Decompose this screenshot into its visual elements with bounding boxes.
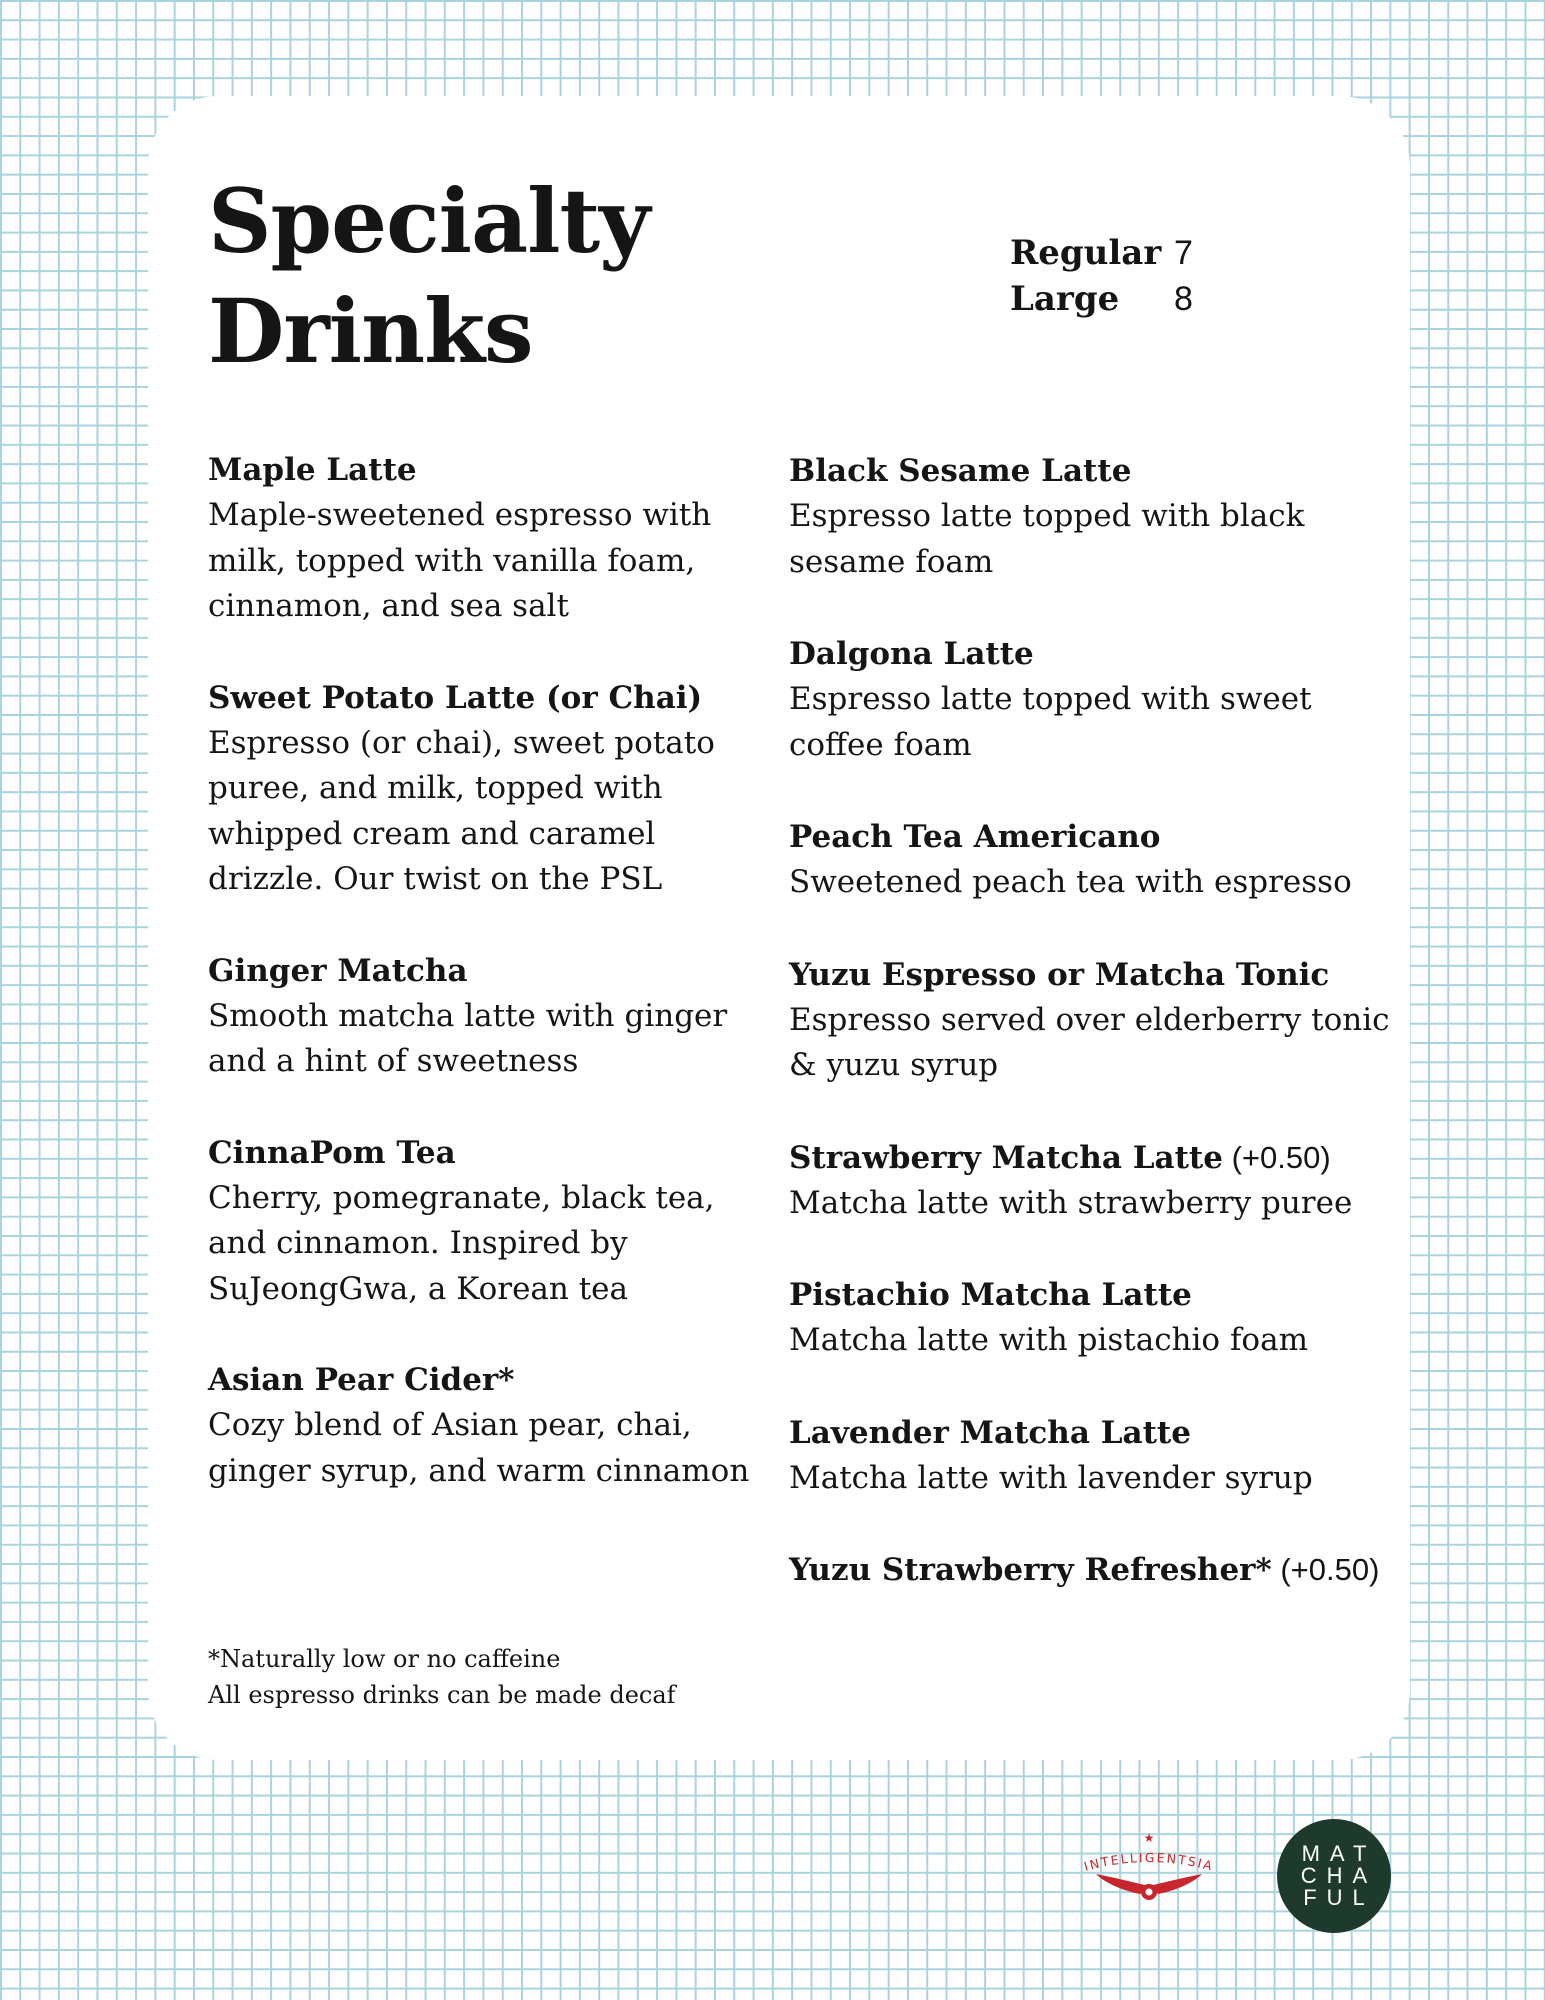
item-name-line [789, 1410, 1399, 1456]
menu-item [789, 1135, 1399, 1227]
item-name: Strawberry Matcha Latte [789, 1139, 1223, 1176]
menu-title [208, 166, 649, 386]
item-description: Espresso served over elderberry tonic & yuzu syrup [789, 1001, 1390, 1083]
item-name-line [789, 1547, 1399, 1593]
size-name: Regular [1010, 233, 1162, 273]
footnote-decaf: All espresso drinks can be made decaf [208, 1681, 676, 1709]
size-price: 7 [1174, 234, 1193, 272]
matchaful-logo-line: FUL [1303, 1885, 1375, 1910]
matchaful-logo-line: CHA [1300, 1863, 1378, 1888]
item-name-line [789, 448, 1399, 494]
matchaful-logo-line: MAT [1301, 1841, 1377, 1866]
right-menu-column [789, 448, 1399, 1639]
star-icon: ★ [1143, 1831, 1155, 1845]
winged-emblem-icon [1096, 1874, 1202, 1900]
item-description: Espresso (or chai), sweet potato puree, and milk, topped with whipped cream and caramel drizzle. Our twist on the PSL [208, 724, 715, 897]
size-row [1010, 276, 1193, 322]
item-description: Cherry, pomegranate, black tea, and cinnamon. Inspired by SuJeongGwa, a Korean tea [208, 1179, 715, 1307]
size-name: Large [1010, 279, 1120, 319]
item-name: Ginger Matcha [208, 952, 468, 989]
footnotes [208, 1641, 676, 1713]
menu-item [789, 1547, 1399, 1593]
menu-item [208, 949, 768, 1085]
menu-card [148, 96, 1410, 1760]
item-description: Matcha latte with lavender syrup [789, 1459, 1313, 1496]
item-name: Lavender Matcha Latte [789, 1414, 1191, 1451]
footnote-caffeine: *Naturally low or no caffeine [208, 1645, 561, 1673]
item-name: Sweet Potato Latte (or Chai) [208, 679, 703, 716]
item-description: Cozy blend of Asian pear, chai, ginger syrup, and warm cinnamon [208, 1407, 750, 1489]
item-description: Espresso latte topped with sweet coffee foam [789, 681, 1312, 763]
item-description: Matcha latte with pistachio foam [789, 1322, 1308, 1358]
item-upcharge: (+0.50) [1222, 1139, 1331, 1175]
item-name-line [789, 1272, 1399, 1318]
item-name: Yuzu Strawberry Refresher* [789, 1552, 1272, 1588]
size-price-table [1010, 230, 1193, 322]
menu-item [208, 448, 768, 630]
item-description: Matcha latte with strawberry puree [789, 1184, 1353, 1221]
item-name: Dalgona Latte [789, 636, 1034, 672]
item-description: Smooth matcha latte with ginger and a hint of sweetness [208, 997, 728, 1079]
item-name-line [789, 1135, 1399, 1181]
intelligentsia-logo [1076, 1830, 1222, 1906]
item-description: Sweetened peach tea with espresso [789, 864, 1352, 900]
menu-item [208, 1358, 768, 1494]
item-name: Yuzu Espresso or Matcha Tonic [789, 956, 1330, 993]
menu-item [789, 1410, 1399, 1502]
size-price: 8 [1174, 280, 1193, 318]
item-name: Peach Tea Americano [789, 819, 1161, 855]
matchaful-logo [1277, 1819, 1391, 1933]
item-name: CinnaPom Tea [208, 1134, 456, 1171]
menu-item [208, 676, 768, 903]
item-name: Asian Pear Cider* [208, 1362, 515, 1398]
title-line-2: Drinks [208, 279, 533, 383]
left-menu-column [208, 448, 768, 1540]
menu-item [789, 814, 1399, 906]
menu-item [789, 1272, 1399, 1364]
menu-item [789, 631, 1399, 768]
intelligentsia-wordmark: INTELLIGENTSIA [1082, 1849, 1216, 1874]
item-name: Black Sesame Latte [789, 453, 1132, 489]
title-line-1: Specialty [208, 169, 650, 273]
item-name-line [789, 631, 1399, 677]
item-description: Espresso latte topped with black sesame foam [789, 498, 1305, 580]
item-name-line [789, 952, 1399, 998]
item-name: Pistachio Matcha Latte [789, 1277, 1192, 1313]
item-description: Maple-sweetened espresso with milk, topped with vanilla foam, cinnamon, and sea salt [208, 497, 712, 624]
item-name-line [789, 814, 1399, 860]
menu-item [789, 448, 1399, 585]
menu-item [208, 1131, 768, 1313]
size-row [1010, 230, 1193, 276]
menu-item [789, 952, 1399, 1089]
item-upcharge: (+0.50) [1271, 1552, 1380, 1587]
item-name: Maple Latte [208, 452, 417, 488]
